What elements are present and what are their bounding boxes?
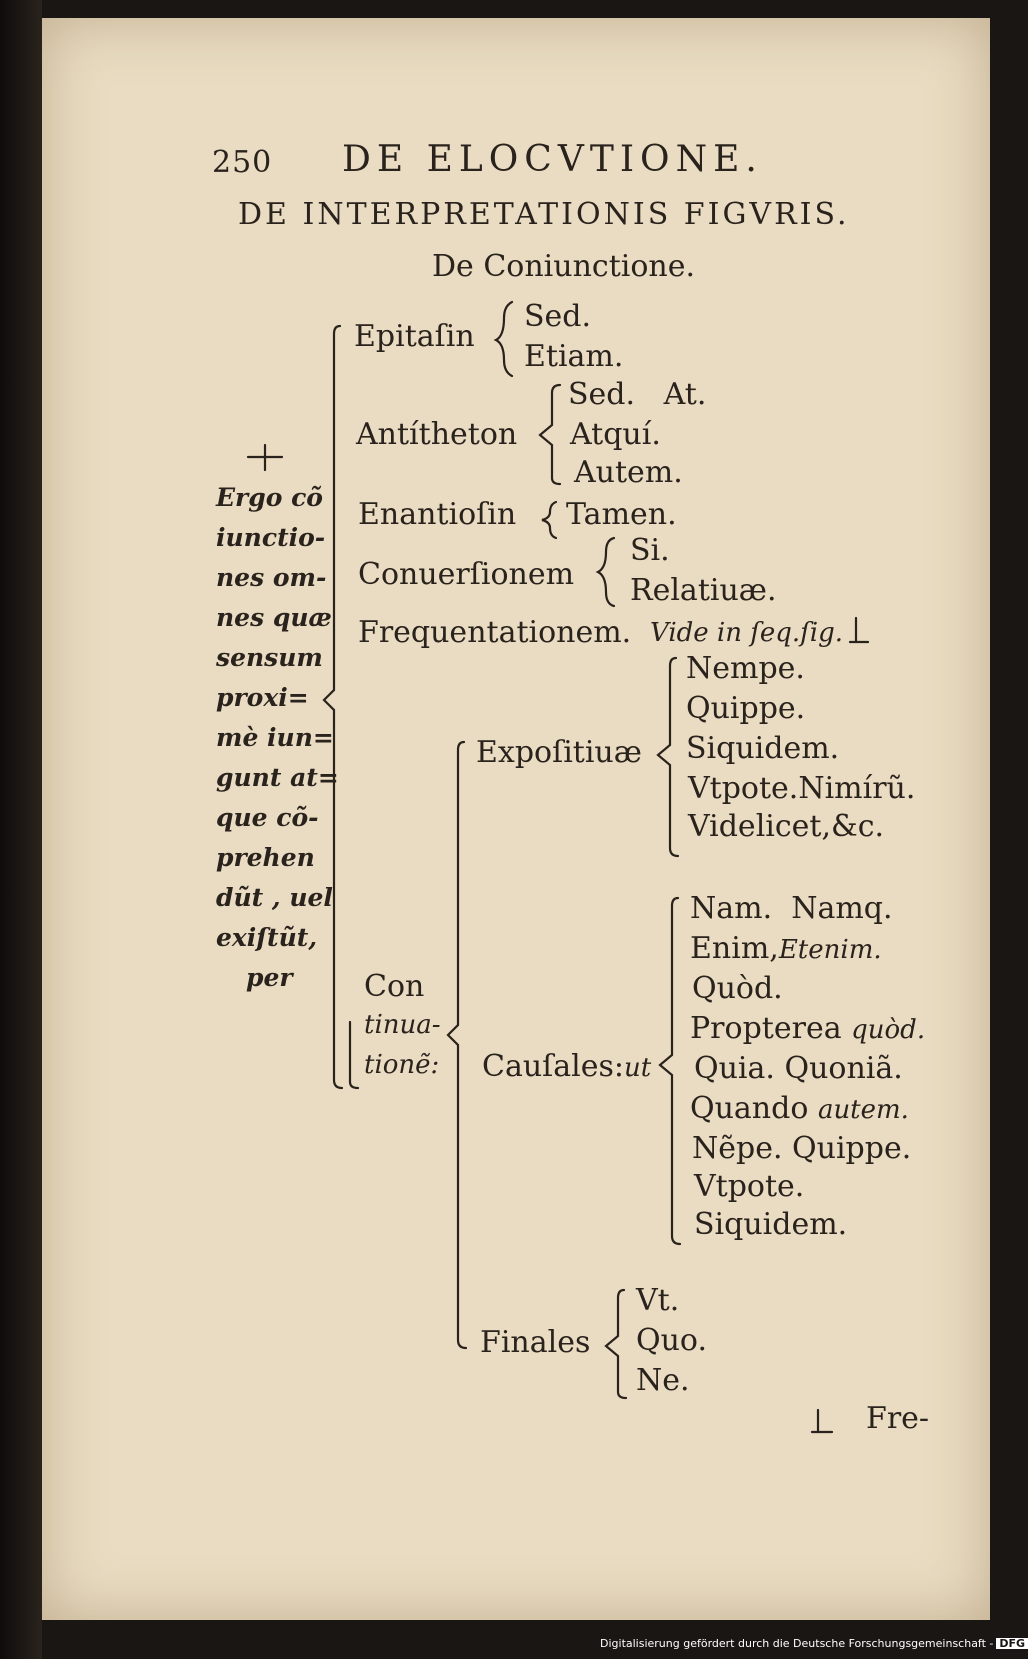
cross-reference-note: Vide in ſeq.ſig. xyxy=(650,618,844,648)
sub-item: Vt. xyxy=(636,1283,680,1318)
branch-item: Sed. xyxy=(524,299,592,334)
sub-item: Siquidem. xyxy=(694,1207,848,1242)
margin-line: gunt at= xyxy=(216,763,339,792)
sub-item-part: Etenim. xyxy=(778,935,882,965)
dfg-logo: DFG xyxy=(996,1638,1028,1649)
sub-item xyxy=(690,931,882,966)
digitization-credit xyxy=(600,1638,1028,1649)
branch-item: Autem. xyxy=(574,455,683,490)
book-spine xyxy=(0,0,42,1659)
sub-item-part: Enim, xyxy=(690,931,779,966)
sub-item: Vtpote. xyxy=(694,1169,805,1204)
running-head: DE ELOCVTIONE. xyxy=(342,139,763,180)
margin-line: mè iun= xyxy=(216,723,334,752)
margin-line: sensum xyxy=(216,643,323,672)
branch-item: Si. xyxy=(630,533,670,568)
sub-item: Vtpote.Nimírũ. xyxy=(688,771,916,806)
sub-item: Nempe. xyxy=(686,651,805,686)
sub-label-causales xyxy=(482,1049,652,1084)
sub-item-part: quòd. xyxy=(851,1015,926,1045)
sub-item: Quòd. xyxy=(692,971,783,1006)
sub-item: Quia. Quoniã. xyxy=(694,1051,903,1086)
sub-label-finales: Finales xyxy=(480,1325,591,1360)
sub-item: Videlicet,&c. xyxy=(688,809,885,844)
branch-label-enantiosin: Enantioſin xyxy=(358,497,517,532)
margin-line: prehen xyxy=(216,843,315,872)
sub-item xyxy=(690,1011,926,1046)
branch-label-epitasin: Epitaſin xyxy=(354,319,475,354)
margin-line: nes om- xyxy=(216,563,327,592)
branch-item: Atquí. xyxy=(570,417,661,452)
causales-suffix: ut xyxy=(624,1053,652,1083)
sub-item: Nẽpe. Quippe. xyxy=(692,1131,912,1166)
page-number: 250 xyxy=(212,145,273,180)
margin-line: nes quæ xyxy=(216,603,332,632)
catchword: Fre- xyxy=(866,1401,930,1436)
branch-label-frequentationem: Frequentationem. xyxy=(358,615,632,650)
section-subtitle: De Coniunctione. xyxy=(432,249,696,284)
sub-item: Ne. xyxy=(636,1363,690,1398)
sub-item: Quippe. xyxy=(686,691,806,726)
margin-line: dũt , uel xyxy=(216,883,333,912)
sub-item: Quo. xyxy=(636,1323,707,1358)
sub-item-part: autem. xyxy=(817,1095,909,1125)
margin-line: exiſtũt, xyxy=(216,923,318,952)
causales-label: Cauſales: xyxy=(482,1049,625,1084)
sub-item: Siquidem. xyxy=(686,731,840,766)
sub-item-part: Propterea xyxy=(690,1011,842,1046)
margin-line: que cõ- xyxy=(216,803,319,832)
margin-line: iunctio- xyxy=(216,523,326,552)
page-title: DE INTERPRETATIONIS FIGVRIS. xyxy=(238,197,850,232)
branch-label-conversionem: Conuerſionem xyxy=(358,557,575,592)
margin-line: Ergo cõ xyxy=(216,483,323,512)
sub-label-expositivae: Expoſitiuæ xyxy=(476,735,642,770)
sub-item xyxy=(690,1091,909,1126)
branch-item: Relatiuæ. xyxy=(630,573,777,608)
branch-item: Sed. At. xyxy=(568,377,707,412)
branch-label-continuatione: Con xyxy=(364,969,425,1004)
sub-item-part: Quando xyxy=(690,1091,809,1126)
margin-line: proxi= xyxy=(216,683,309,712)
credit-text: Digitalisierung gefördert durch die Deutsche Forschungsgemeinschaft - xyxy=(600,1637,994,1650)
sub-item: Nam. Namq. xyxy=(690,891,893,926)
branch-item: Tamen. xyxy=(566,497,677,532)
branch-label-antitheton: Antítheton xyxy=(356,417,518,452)
branch-label-continuatione: tinua- xyxy=(364,1010,441,1040)
margin-note xyxy=(216,478,339,998)
branch-label-continuatione: tionẽ: xyxy=(364,1050,440,1080)
margin-line: per xyxy=(246,963,293,992)
branch-item: Etiam. xyxy=(524,339,624,374)
